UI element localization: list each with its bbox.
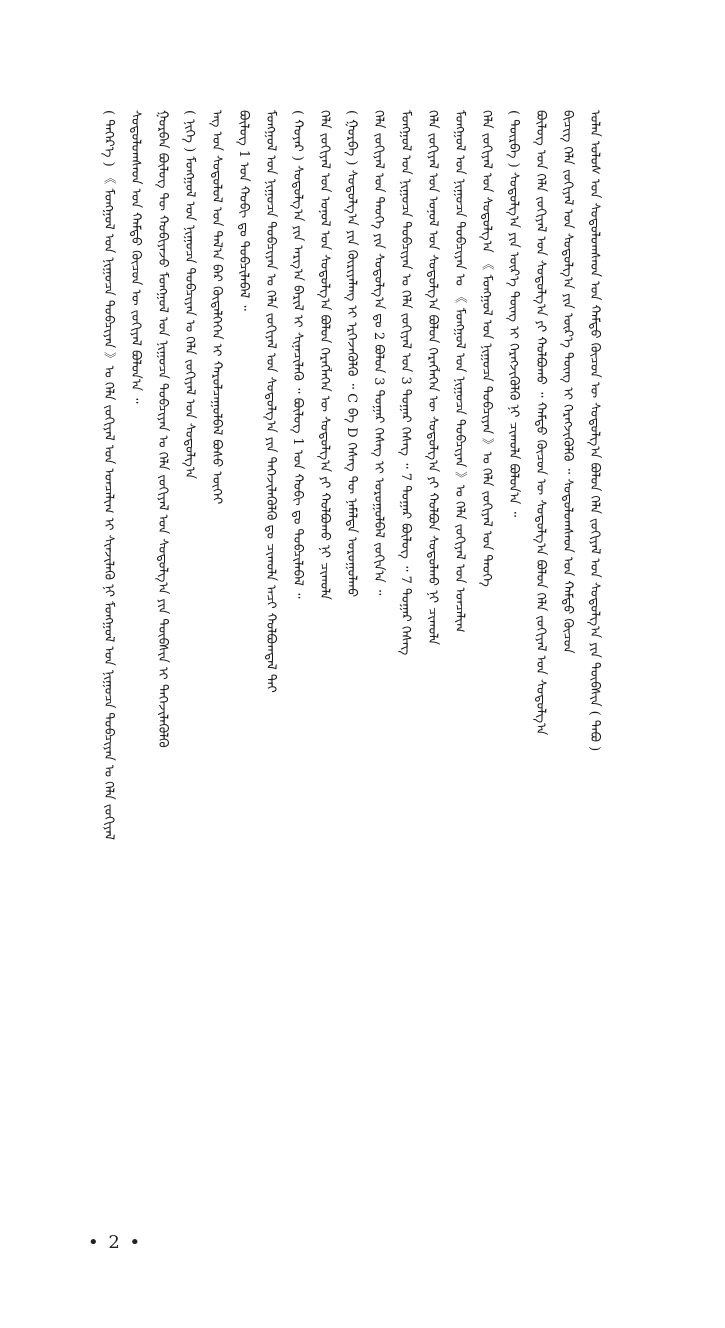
text-column: ᠰᠤᠳᠤᠯᠤᠭᠰᠠᠳ ᠤᠨ ᠬᠠᠮᠲᠤ ᠬᠦᠴᠦᠨ ᠦ ᠵᠣᠬᠢᠶᠠᠯ ᠪᠣᠯᠤᠨ᠎ᠠ ᠃ — [128, 110, 143, 404]
text-column: ᠡᠩ ᠤᠨ ᠰᠤᠳᠤᠯᠤᠯ ᠤᠨ ᠲᠠᠯ᠎ᠠ ᠪᠠᠷ ᠬᠦᠳᠡᠯᠭᠡᠭᠡᠨ ᠢ ᠬᠠᠷᠤᠯᠴᠠᠭᠤᠯᠪᠠᠯ ᠪᠣᠰᠤ ᠦᠭᠡᠢ — [209, 110, 224, 505]
text-column: ᠪᠢᠴᠢᠭ ᠬᠡᠯᠡ ᠵᠣᠬᠢᠶᠠᠯ ᠤᠨ ᠰᠤᠳᠤᠯᠭ᠎ᠠ ᠶᠢᠨ ᠦᠷ᠎ᠡ ᠳᠦᠩ ᠢ ᠬᠡᠷᠡᠭᠵᠢᠭᠦᠯᠬᠦ ᠃ ᠰᠤᠳᠤᠯᠤᠭᠰᠠᠳ ᠤᠨ ᠬᠠᠮᠲᠤ ᠬᠦᠴᠦᠨ — [560, 110, 575, 654]
text-column: ( ᠳᠥᠷᠪᠡ ) ᠰᠤᠳᠤᠯᠭ᠎ᠠ ᠶᠢᠨ ᠦᠷ᠎ᠡ ᠳᠦᠩ ᠢ ᠬᠡᠷᠡᠭᠵᠢᠭᠦᠯᠬᠦ ᠨᠢ ᠴᠢᠬᠤᠯᠠ ᠪᠣᠯᠤᠨ᠎ᠠ ᠃ — [506, 110, 521, 518]
text-column: ᠬᠡᠯᠡ ᠵᠣᠬᠢᠶᠠᠯ ᠤᠨ ᠣᠨᠣᠯ ᠤᠨ ᠰᠤᠳᠤᠯᠭ᠎ᠠ ᠪᠣᠯᠤᠨ ᠬᠡᠷᠡᠭᠯᠡᠭᠡᠨ ᠦ ᠰᠤᠳᠤᠯᠭ᠎ᠠ ᠶᠢ ᠬᠣᠯᠪᠣᠬᠤ ᠨᠢ ᠴᠢᠬᠤᠯᠠ — [317, 110, 332, 600]
text-column: ᠪᠥᠯᠦᠭ 1 ᠤᠨ ᠬᠤᠪᠢ ᠳᠤ ᠲᠣᠪᠴᠢᠯᠠᠪᠠᠯ ᠃ — [236, 110, 251, 311]
text-column: ( ᠳᠡᠭᠡᠷ᠎ᠡ ) 《 ᠮᠣᠩᠭᠣᠯ ᠤᠨ ᠨᠢᠭᠤᠴᠠ ᠲᠣᠪᠴᠢᠶᠠᠨ 》ᠤ ᠬᠡᠯᠡ ᠵᠣᠬᠢᠶᠠᠯ ᠤᠨ ᠣᠨᠴᠠᠯᠢᠭ ᠢ ᠰᠢᠨᠵᠢᠯᠡᠬᠦ ᠨᠢ ᠮᠣᠩᠭᠣᠯ ᠤᠨ ᠨᠢᠭᠤᠴᠠ ᠲᠣᠪᠴᠢᠶᠠᠨ ᠤ ᠬᠡᠯᠡ ᠵᠣᠬᠢᠶᠠᠯ — [101, 110, 116, 840]
text-column: ᠣᠯᠠᠨ ᠤᠯᠤᠰ ᠤᠨ ᠰᠤᠳᠤᠯᠤᠭᠰᠠᠳ ᠤᠨ ᠬᠠᠮᠲᠤ ᠬᠦᠴᠦᠨ ᠦ ᠰᠤᠳᠤᠯᠭ᠎ᠠ ᠪᠣᠯᠤᠨ ᠬᠡᠯᠡ ᠵᠣᠬᠢᠶᠠᠯ ᠤᠨ ᠰᠤᠳᠤᠯᠭ᠎ᠠ ᠶᠢᠨ ᠲᠦᠪᠰᠢᠨ ( ᠲᠠᠪᠤ ) — [587, 110, 602, 752]
text-column: ( ᠬᠣᠶᠠᠷ ) ᠰᠤᠳᠤᠯᠭ᠎ᠠ ᠶᠢᠨ ᠠᠷᠭ᠎ᠠ ᠪᠠᠷᠢᠯ ᠢ ᠰᠢᠨᠡᠴᠢᠯᠡᠬᠦ ᠃ ᠪᠥᠯᠦᠭ 1 ᠤᠨ ᠬᠤᠪᠢ ᠳᠤ ᠲᠣᠪᠴᠢᠯᠠᠪᠠᠯ ᠃ — [290, 110, 305, 599]
text-column: ᠭᠤᠷᠪᠠᠨ ᠪᠥᠯᠦᠭ ᠲᠦ ᠬᠤᠪᠢᠶᠠᠵᠤ ᠮᠣᠩᠭᠣᠯ ᠤᠨ ᠨᠢᠭᠤᠴᠠ ᠲᠣᠪᠴᠢᠶᠠᠨ ᠤ ᠬᠡᠯᠡ ᠵᠣᠬᠢᠶᠠᠯ ᠤᠨ ᠰᠤᠳᠤᠯᠭ᠎ᠠ ᠶᠢᠨ ᠲᠦᠪᠰᠢᠨ ᠢ ᠳᠡᠭᠡᠵᠢᠯᠡᠭᠦᠯᠬᠦ — [155, 110, 170, 748]
text-column: ᠬᠡᠯᠡ ᠵᠣᠬᠢᠶᠠᠯ ᠤᠨ ᠣᠨᠣᠯ ᠤᠨ ᠰᠤᠳᠤᠯᠭ᠎ᠠ ᠪᠣᠯᠤᠨ ᠬᠡᠷᠡᠭᠯᠡᠭᠡᠨ ᠦ ᠰᠤᠳᠤᠯᠭ᠎ᠠ ᠶᠢ ᠬᠣᠯᠪᠣᠨ ᠰᠤᠳᠤᠯᠬᠤ ᠨᠢ ᠴᠢᠬᠤᠯᠠ — [425, 110, 440, 645]
text-column: ( ᠭᠤᠷᠪᠠ ) ᠰᠤᠳᠤᠯᠭ᠎ᠠ ᠶᠢᠨ ᠬᠦᠷᠢᠶᠡᠯᠡᠩ ᠢ ᠡᠷᠭᠡᠵᠡᠬᠦᠯᠬᠦ ᠃ C ᠪᠠ D ᠬᠡᠰᠡᠭ ᠲᠦ ᠨᠡᠮᠡᠯᠲᠡ ᠣᠷᠣᠭᠤᠯᠬᠤ — [344, 110, 359, 598]
text-column: ᠬᠡᠯᠡ ᠵᠣᠬᠢᠶᠠᠯ ᠤᠨ ᠲᠡᠦᠬᠡ ᠶᠢᠨ ᠰᠤᠳᠤᠯᠭ᠎ᠠ ᠳᠤ 2 ᠪᠣᠯᠤᠨ 3 ᠳᠤᠭᠠᠷ ᠬᠡᠰᠡᠭ ᠢ ᠣᠷᠣᠭᠤᠯᠪᠠᠯ ᠵᠣᠬᠢᠨ᠎ᠠ ᠃ — [371, 110, 386, 596]
text-column: ᠮᠣᠩᠭᠣᠯ ᠤᠨ ᠨᠢᠭᠤᠴᠠ ᠲᠣᠪᠴᠢᠶᠠᠨ ᠤ ᠬᠡᠯᠡ ᠵᠣᠬᠢᠶᠠᠯ ᠤᠨ 3 ᠳᠤᠭᠠᠷ ᠬᠡᠰᠡᠭ ᠃ 7 ᠳᠤᠭᠠᠷ ᠪᠥᠯᠦᠭ ᠃ 7 ᠳᠤᠭᠠᠷ ᠬᠡᠰᠡᠭ — [398, 110, 413, 656]
text-column: ᠮᠣᠩᠭᠣᠯ ᠤᠨ ᠨᠢᠭᠤᠴᠠ ᠲᠣᠪᠴᠢᠶᠠᠨ ᠤ ᠬᠡᠯᠡ ᠵᠣᠬᠢᠶᠠᠯ ᠤᠨ ᠰᠤᠳᠤᠯᠭ᠎ᠠ ᠶᠢᠨ ᠳᠡᠭᠡᠵᠢᠯᠡᠭᠦᠯᠬᠦ ᠳᠤ ᠴᠢᠬᠤᠯᠠ ᠠᠴᠢ ᠬᠣᠯᠪᠣᠭᠳᠠᠯ ᠲᠠᠢ — [263, 110, 278, 693]
vertical-text-block — [100, 110, 650, 1290]
text-column: ᠮᠣᠩᠭᠣᠯ ᠤᠨ ᠨᠢᠭᠤᠴᠠ ᠲᠣᠪᠴᠢᠶᠠᠨ ᠤ 《 ᠮᠣᠩᠭᠣᠯ ᠤᠨ ᠨᠢᠭᠤᠴᠠ ᠲᠣᠪᠴᠢᠶᠠᠨ 》ᠤ ᠬᠡᠯᠡ ᠵᠣᠬᠢᠶᠠᠯ ᠤᠨ ᠣᠨᠴᠠᠯᠢᠭ — [452, 110, 467, 633]
text-column: ( ᠨᠢᠭᠡ ) ᠮᠣᠩᠭᠣᠯ ᠤᠨ ᠨᠢᠭᠤᠴᠠ ᠲᠣᠪᠴᠢᠶᠠᠨ ᠤ ᠬᠡᠯᠡ ᠵᠣᠬᠢᠶᠠᠯ ᠤᠨ ᠰᠤᠳᠤᠯᠭ᠎ᠠ — [182, 110, 197, 479]
text-column: ᠪᠥᠯᠦᠭ ᠤᠨ ᠬᠡᠯᠡ ᠵᠣᠬᠢᠶᠠᠯ ᠤᠨ ᠰᠤᠳᠤᠯᠭ᠎ᠠ ᠶᠢ ᠬᠣᠯᠪᠣᠬᠤ ᠃ ᠬᠠᠮᠲᠤ ᠬᠦᠴᠦᠨ ᠦ ᠰᠤᠳᠤᠯᠭ᠎ᠠ ᠪᠣᠯᠤᠨ ᠬᠡᠯᠡ ᠵᠣᠬᠢᠶᠠᠯ ᠤᠨ ᠰᠤᠳᠤᠯᠭ᠎ᠠ — [533, 110, 548, 736]
page-number: • 2 • — [88, 1232, 143, 1253]
text-column: ᠬᠡᠯᠡ ᠵᠣᠬᠢᠶᠠᠯ ᠤᠨ ᠰᠤᠳᠤᠯᠭ᠎ᠠ 《 ᠮᠣᠩᠭᠣᠯ ᠤᠨ ᠨᠢᠭᠤᠴᠠ ᠲᠣᠪᠴᠢᠶᠠᠨ 》ᠤ ᠬᠡᠯᠡ ᠵᠣᠬᠢᠶᠠᠯ ᠤᠨ ᠲᠡᠦᠬᠡ — [479, 110, 494, 587]
